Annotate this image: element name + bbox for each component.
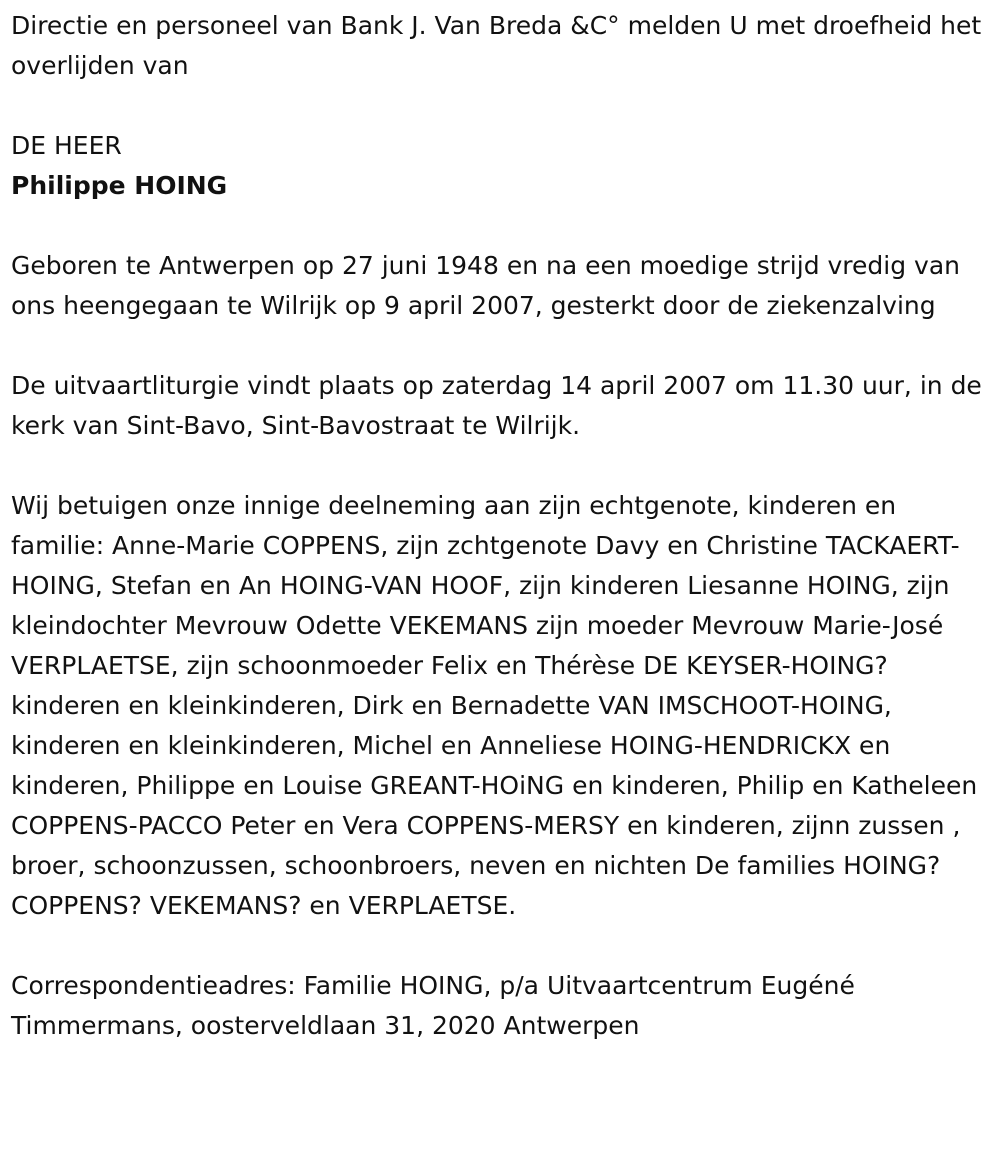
spacer [11,86,992,126]
spacer [11,446,992,486]
deceased-name: Philippe HOING [11,171,228,200]
funeral-paragraph: De uitvaartliturgie vindt plaats op zaterdag 14 april 2007 om 11.30 uur, in de kerk van Sint-Bavo, Sint-Bavostraat te Wilrijk. [11,371,982,440]
title-prefix: DE HEER [11,131,122,160]
correspondence-paragraph: Correspondentieadres: Familie HOING, p/a Uitvaartcentrum Eugéné Timmermans, oosterveldlaan 31, 2020 Antwerpen [11,971,855,1040]
spacer [11,206,992,246]
born-paragraph: Geboren te Antwerpen op 27 juni 1948 en na een moedige strijd vredig van ons heengegaan te Wilrijk op 9 april 2007, gesterkt door de ziekenzalving [11,251,960,320]
spacer [11,326,992,366]
spacer [11,926,992,966]
condolence-paragraph: Wij betuigen onze innige deelneming aan zijn echtgenote, kinderen en familie: Anne-Marie COPPENS, zijn zchtgenote Davy en Christine TACKAERT-HOING, Stefan en An HOING-VAN HOOF, zijn kinderen Liesanne HOING, zijn kleindochter Mevrouw Odette VEKEMANS zijn moeder Mevrouw Marie-José VERPLAETSE, zijn schoonmoeder Felix en Thérèse DE KEYSER-HOING? kinderen en kleinkinderen, Dirk en Bernadette VAN IMSCHOOT-HOING, kinderen en kleinkinderen, Michel en Anneliese HOING-HENDRICKX en kinderen, Philippe en Louise GREANT-HOiNG en kinderen, Philip en Katheleen COPPENS-PACCO Peter en Vera COPPENS-MERSY en kinderen, zijnn zussen , broer, schoonzussen, schoonbroers, neven en nichten De families HOING? COPPENS? VEKEMANS? en VERPLAETSE. [11,491,978,920]
intro-paragraph: Directie en personeel van Bank J. Van Breda &C° melden U met droefheid het overlijden van [11,11,982,80]
